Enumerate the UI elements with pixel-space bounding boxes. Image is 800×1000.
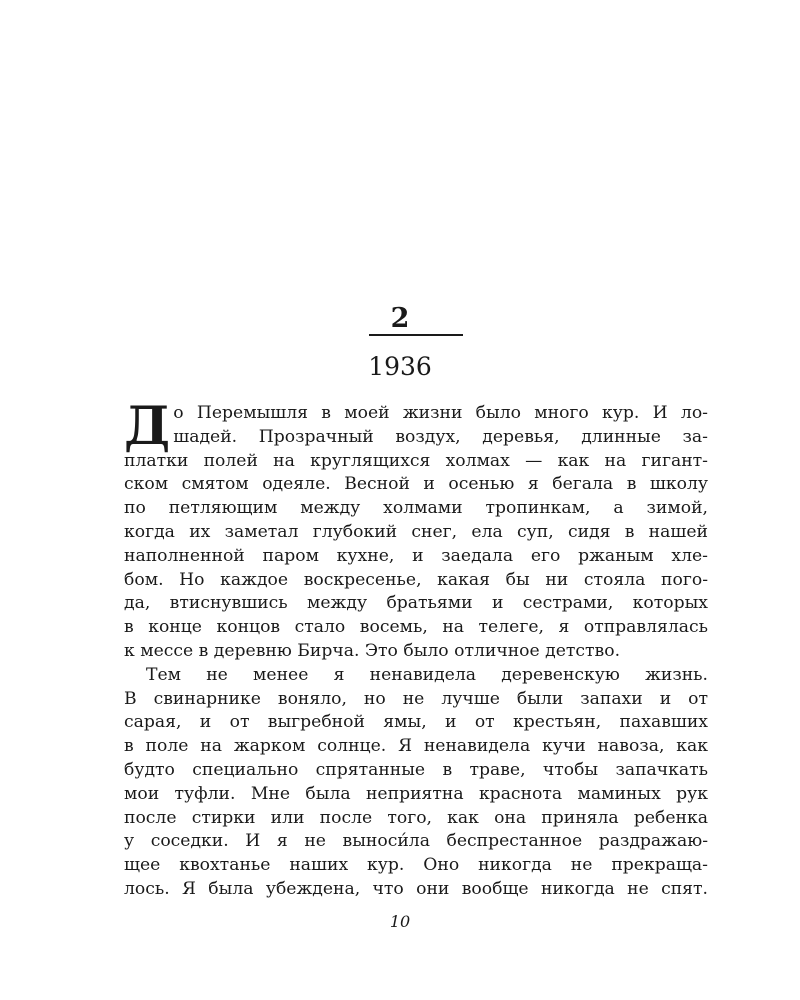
paragraph-2-line: в поле на жарком солнце. Я ненавидела кучи навоза, как <box>124 736 708 757</box>
paragraph-1-line: о Перемышля в моей жизни было много кур. И ло- <box>173 403 708 423</box>
paragraph-1-line: шадей. Прозрачный воздух, деревья, длинные за- <box>173 426 708 447</box>
paragraph-2-line: у соседки. И я не выноси́ла беспрестанное раздражаю- <box>124 831 708 852</box>
paragraph-2-line: лось. Я была убеждена, что они вообще никогда не спят. <box>124 878 708 899</box>
paragraph-2-line: будто специально спрятанные в траве, чтобы запачкать <box>124 759 708 780</box>
paragraph-2-line: Тем не менее я ненавидела деревенскую жизнь. <box>146 664 708 685</box>
paragraph-1-line: платки полей на круглящихся холмах — как на гигант- <box>124 450 708 471</box>
paragraph-2-line: сарая, и от выгребной ямы, и от крестьян, пахавших <box>124 712 708 733</box>
paragraph-1-line: в конце концов стало восемь, на телеге, я отправлялась <box>124 617 708 638</box>
chapter-divider <box>369 334 463 336</box>
paragraph-1-line: да, втиснувшись между братьями и сестрами, которых <box>124 593 708 614</box>
paragraph-2-line: мои туфли. Мне была неприятна краснота маминых рук <box>124 783 708 804</box>
paragraph-2-line: щее квохтанье наших кур. Оно никогда не прекраща- <box>124 855 708 876</box>
paragraph-1-last-line: к мессе в деревню Бирча. Это было отличное детство. <box>124 640 621 661</box>
paragraph-1-line: наполненной паром кухне, и заедала его ржаным хле- <box>124 545 708 566</box>
chapter-number: 2 <box>390 303 410 334</box>
paragraph-1-line: ском смятом одеяле. Весной и осенью я бегала в школу <box>124 474 708 495</box>
paragraph-2-line: после стирки или после того, как она приняла ребенка <box>124 807 708 828</box>
paragraph-1-line: по петляющим между холмами тропинкам, а зимой, <box>124 498 708 519</box>
page-number: 10 <box>389 912 411 931</box>
body-text <box>124 396 708 902</box>
drop-cap: Д <box>124 396 171 457</box>
paragraph-1-line: бом. Но каждое воскресенье, какая бы ни стояла пого- <box>124 569 708 590</box>
paragraph-1-line: когда их заметал глубокий снег, ела суп, сидя в нашей <box>124 521 708 542</box>
chapter-title: 1936 <box>368 352 432 381</box>
paragraph-2-line: В свинарнике воняло, но не лучше были запахи и от <box>124 688 708 709</box>
